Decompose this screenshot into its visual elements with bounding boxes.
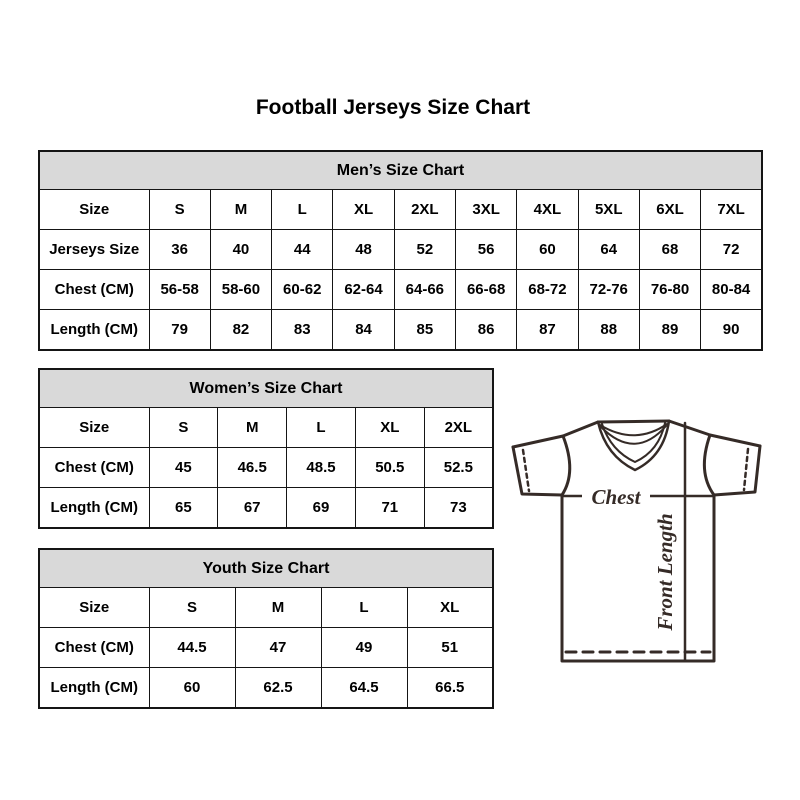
table-cell: S	[149, 190, 210, 230]
table-row	[39, 628, 493, 668]
table-cell: 48.5	[287, 448, 356, 488]
table-cell: 62-64	[333, 270, 394, 310]
table-cell: 52.5	[424, 448, 493, 488]
row-label: Size	[39, 190, 149, 230]
table-row	[39, 488, 493, 529]
table-cell: 45	[149, 448, 218, 488]
table-cell: 86	[455, 310, 516, 351]
table-cell: 64-66	[394, 270, 455, 310]
row-label: Length (CM)	[39, 668, 149, 709]
table-cell: 69	[287, 488, 356, 529]
row-label: Chest (CM)	[39, 448, 149, 488]
table-cell: 89	[639, 310, 700, 351]
table-cell: 64	[578, 230, 639, 270]
table-cell: XL	[407, 588, 493, 628]
row-label: Size	[39, 588, 149, 628]
table-cell: 87	[517, 310, 578, 351]
front-length-label: Front Length	[653, 513, 677, 631]
row-label: Chest (CM)	[39, 270, 149, 310]
table-cell: 80-84	[701, 270, 762, 310]
table-cell: 72	[701, 230, 762, 270]
jersey-measurement-diagram	[500, 410, 770, 670]
table-title: Women’s Size Chart	[39, 369, 493, 408]
table-cell: 88	[578, 310, 639, 351]
table-title: Youth Size Chart	[39, 549, 493, 588]
table-cell: 79	[149, 310, 210, 351]
row-label: Chest (CM)	[39, 628, 149, 668]
table-row	[39, 448, 493, 488]
table-cell: XL	[355, 408, 424, 448]
youth-size-table	[38, 548, 494, 709]
table-cell: 51	[407, 628, 493, 668]
womens-size-table	[38, 368, 494, 529]
table-cell: 90	[701, 310, 762, 351]
table-cell: S	[149, 408, 218, 448]
jersey-collar	[598, 421, 669, 470]
table-row	[39, 668, 493, 709]
jersey-body-outline	[513, 421, 760, 661]
table-cell: 83	[272, 310, 333, 351]
table-cell: 67	[218, 488, 287, 529]
table-row	[39, 230, 762, 270]
table-cell: 82	[210, 310, 271, 351]
table-cell: 36	[149, 230, 210, 270]
table-row	[39, 408, 493, 448]
table-title-row	[39, 549, 493, 588]
table-cell: M	[210, 190, 271, 230]
table-cell: 56	[455, 230, 516, 270]
table-title-row	[39, 151, 762, 190]
table-cell: 62.5	[235, 668, 321, 709]
table-title-row	[39, 369, 493, 408]
table-cell: 66.5	[407, 668, 493, 709]
table-title: Men’s Size Chart	[39, 151, 762, 190]
table-cell: 72-76	[578, 270, 639, 310]
page-title: Football Jerseys Size Chart	[255, 96, 531, 119]
table-cell: 3XL	[455, 190, 516, 230]
table-cell: 68	[639, 230, 700, 270]
table-cell: 46.5	[218, 448, 287, 488]
table-cell: XL	[333, 190, 394, 230]
table-cell: 4XL	[517, 190, 578, 230]
table-cell: 56-58	[149, 270, 210, 310]
mens-size-table	[38, 150, 763, 351]
table-cell: 73	[424, 488, 493, 529]
row-label: Length (CM)	[39, 310, 149, 351]
table-cell: 2XL	[424, 408, 493, 448]
table-row	[39, 588, 493, 628]
table-cell: L	[321, 588, 407, 628]
table-cell: 48	[333, 230, 394, 270]
table-cell: 40	[210, 230, 271, 270]
table-cell: 58-60	[210, 270, 271, 310]
table-cell: 60-62	[272, 270, 333, 310]
table-cell: 60	[149, 668, 235, 709]
table-cell: 60	[517, 230, 578, 270]
table-row	[39, 190, 762, 230]
table-cell: 50.5	[355, 448, 424, 488]
chest-label: Chest	[591, 485, 641, 509]
row-label: Size	[39, 408, 149, 448]
table-cell: 85	[394, 310, 455, 351]
table-row	[39, 270, 762, 310]
table-cell: 7XL	[701, 190, 762, 230]
table-cell: 5XL	[578, 190, 639, 230]
table-cell: 44.5	[149, 628, 235, 668]
table-cell: L	[272, 190, 333, 230]
table-cell: 44	[272, 230, 333, 270]
table-cell: 64.5	[321, 668, 407, 709]
table-cell: 52	[394, 230, 455, 270]
table-cell: L	[287, 408, 356, 448]
table-cell: 47	[235, 628, 321, 668]
table-cell: M	[218, 408, 287, 448]
table-cell: 68-72	[517, 270, 578, 310]
table-cell: 84	[333, 310, 394, 351]
table-row	[39, 310, 762, 351]
table-cell: M	[235, 588, 321, 628]
table-cell: 71	[355, 488, 424, 529]
table-cell: 49	[321, 628, 407, 668]
row-label: Jerseys Size	[39, 230, 149, 270]
table-cell: 6XL	[639, 190, 700, 230]
table-cell: 2XL	[394, 190, 455, 230]
table-cell: 65	[149, 488, 218, 529]
table-cell: 66-68	[455, 270, 516, 310]
row-label: Length (CM)	[39, 488, 149, 529]
table-cell: 76-80	[639, 270, 700, 310]
table-cell: S	[149, 588, 235, 628]
